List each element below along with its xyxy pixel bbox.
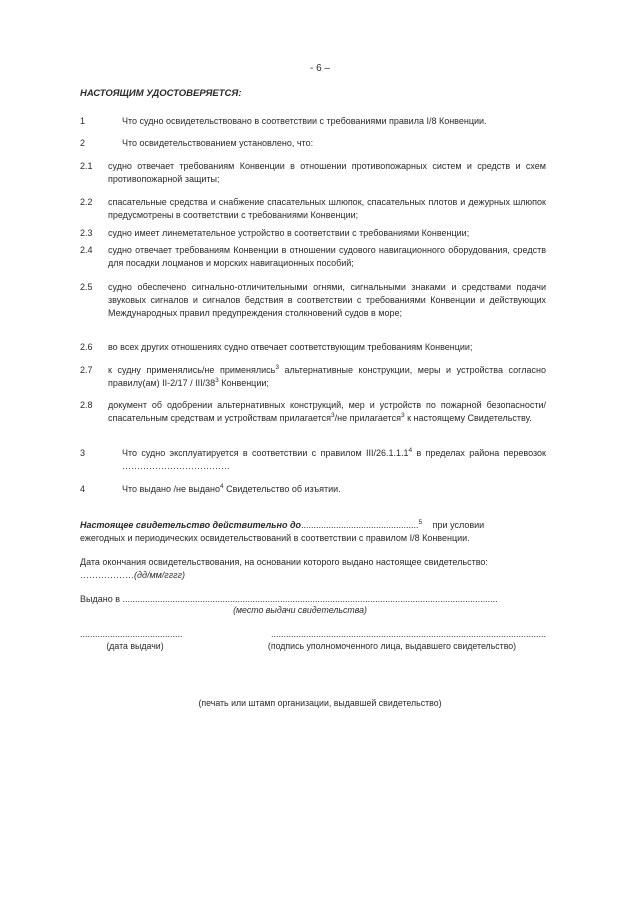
item-number: 2.4 — [80, 245, 93, 255]
issue-date-caption: (дата выдачи) — [106, 641, 164, 651]
item-number: 2.8 — [80, 400, 93, 410]
validity-paragraph: Настоящее свидетельство действительно до...............................................$^5$ при условии ежегодных и периодических освидетельствований в соответствии с правилом I/8 Конвенции. — [80, 519, 485, 543]
item-text: судно отвечает требованиям Конвенции в отношении противопожарных систем и средств и схем противопожарной защиты; — [108, 161, 546, 184]
survey-end-paragraph: Дата окончания освидетельствования, на основании которого выдано настоящее свидетельство: ………………(дд/мм/гггг) — [80, 557, 488, 580]
item-number: 2.7 — [80, 365, 93, 375]
item-text: спасательные средства и снабжение спасательных шлюпок, спасательных плотов и дежурных шлюпок предусмотрены в соответствии с требованиями Конвенции; — [108, 197, 546, 220]
item-text: Что судно эксплуатируется в соответствии с правилом III/26.1.1.1$^4$ в пределах района перевозок ……………………………… — [122, 447, 546, 471]
item-text: к судну применялись/не применялись$^3$ альтернативные конструкции, меры и устройства согласно правилу(ам) II-2/17 / III/$38^3$ Конвенции; — [108, 364, 546, 388]
item-text: судно имеет линеметательное устройство в соответствии с требованиями Конвенции; — [108, 228, 470, 238]
item-text: Что освидетельствованием установлено, что: — [122, 138, 314, 148]
item-text: судно отвечает требованиям Конвенции в отношении судового навигационного оборудования, средств для посадки лоцманов и морских навигационных пособий; — [108, 245, 546, 268]
issued-at-dots: ...................................................................................................................................................... — [122, 594, 498, 604]
item-number: 2 — [80, 138, 86, 148]
signature-dots: .............................................................................................................. — [270, 629, 546, 639]
item-text: документ об одобрении альтернативных конструкций, мер и устройств по пожарной безопасности/спасательным средствам и устройствам прилагается$^3$/не прилагается$^3$ к настоящему Свидетельству. — [108, 400, 546, 423]
item-number: 2.2 — [80, 197, 93, 207]
item-number: 2.1 — [80, 161, 93, 171]
item-number: 1 — [80, 116, 86, 126]
issued-at-caption: (место выдачи свидетельства) — [233, 605, 367, 615]
item-number: 2.5 — [80, 282, 93, 292]
item-text: Что судно освидетельствовано в соответствии с требованиями правила I/8 Конвенции. — [122, 116, 487, 126]
item-number: 2.6 — [80, 342, 93, 352]
page-number: - 6 – — [309, 63, 330, 74]
signature-caption: (подпись уполномоченного лица, выдавшего свидетельство) — [267, 641, 517, 651]
seal-caption: (печать или штамп организации, выдавшей свидетельство) — [198, 698, 442, 708]
issue-date-dots: ......................................... — [80, 629, 183, 639]
item-text: Что выдано /не выдано$^4$ Свидетельство об изъятии. — [122, 483, 341, 494]
item-number: 2.3 — [80, 228, 93, 238]
item-text: судно обеспечено сигнально-отличительными огнями, сигнальными знаками и средствами подачи звуковых сигналов и сигналов бедствия в соответствии с требованиями Конвенции и действующих Международных правил предупреждения столкновений судов в море; — [108, 282, 546, 318]
issued-at-label: Выдано в — [80, 594, 120, 604]
item-number: 4 — [80, 484, 86, 494]
item-text: во всех других отношениях судно отвечает соответствующим требованиям Конвенции; — [108, 342, 473, 352]
item-number: 3 — [80, 448, 86, 458]
certify-heading: НАСТОЯЩИМ УДОСТОВЕРЯЕТСЯ: — [80, 88, 242, 99]
